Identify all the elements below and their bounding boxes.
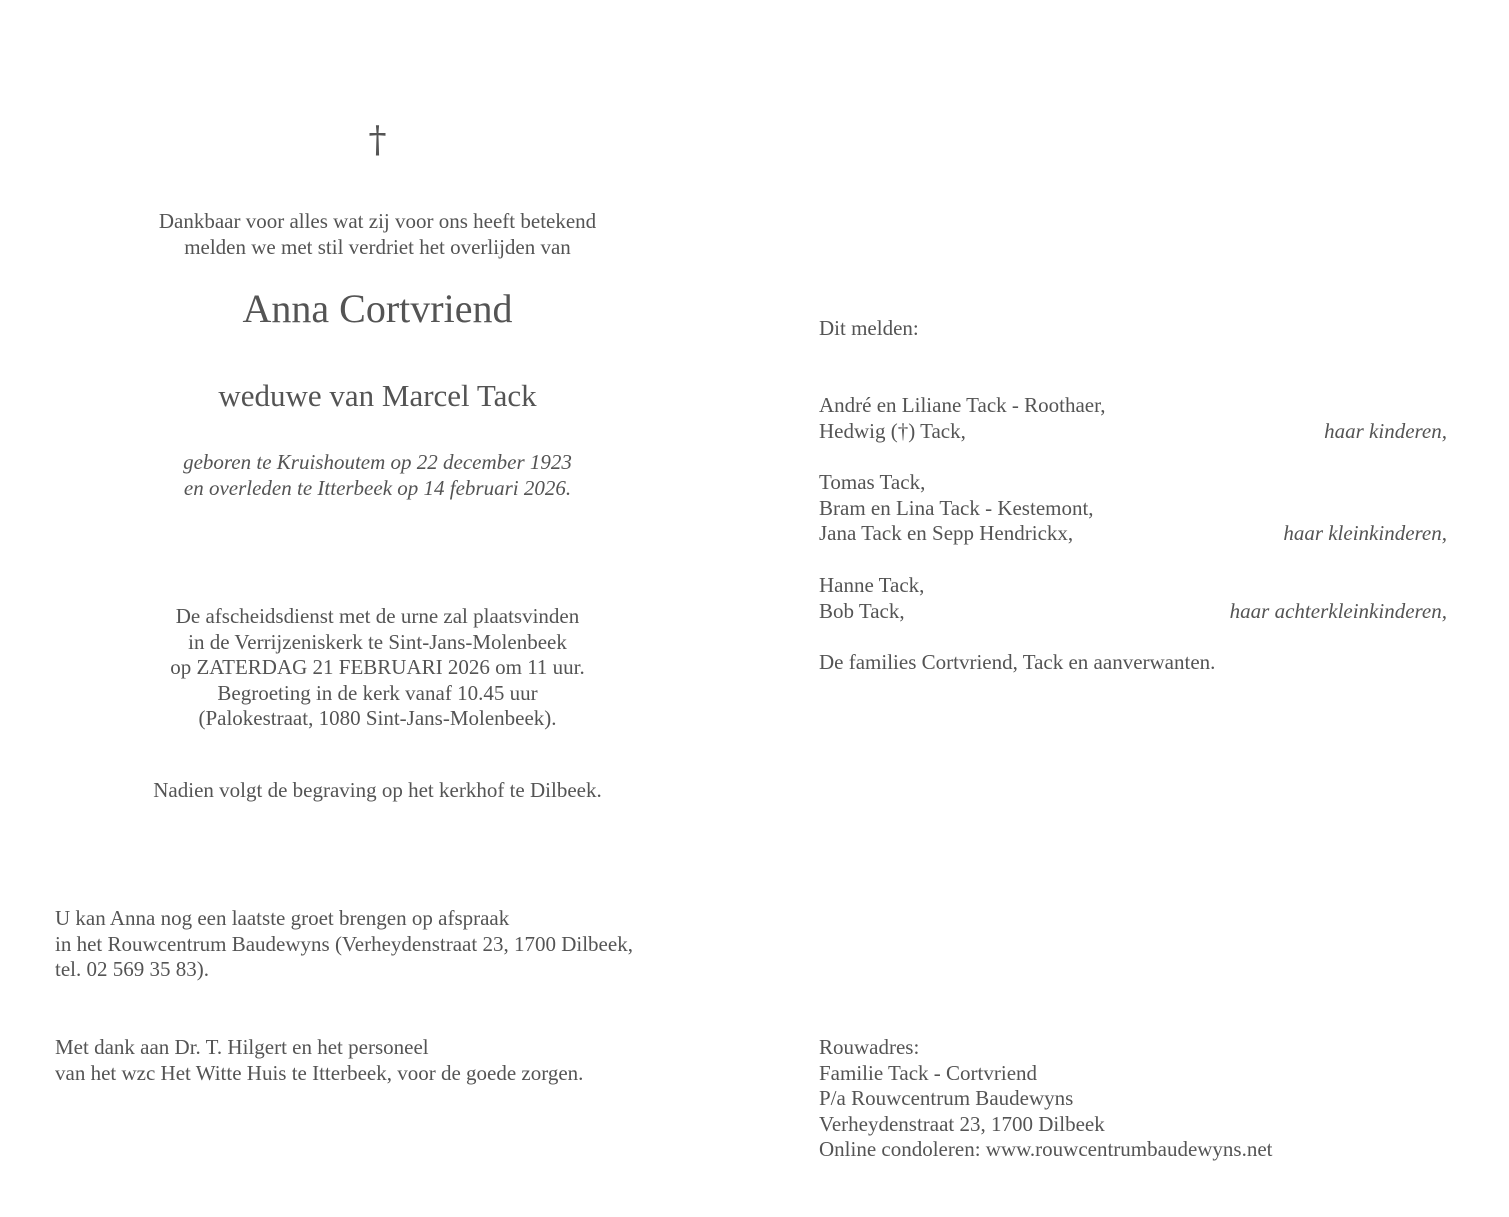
thanks-line-1: Met dank aan Dr. T. Hilgert en het personeel	[55, 1035, 429, 1059]
family-row	[819, 521, 1447, 547]
death-line: en overleden te Itterbeek op 14 februari 2026.	[183, 475, 572, 500]
family-name: André en Liliane Tack - Roothaer,	[819, 393, 1106, 417]
family-name: Hanne Tack,	[819, 573, 925, 597]
condolence-website[interactable]: Online condoleren: www.rouwcentrumbaudewyns.net	[819, 1137, 1273, 1161]
service-line-4: Begroeting in de kerk vanaf 10.45 uur	[217, 680, 538, 705]
thanks-info	[55, 1035, 755, 1086]
intro-line-2: melden we met stil verdriet het overlijden van	[184, 234, 571, 259]
widow-of: weduwe van Marcel Tack	[218, 378, 537, 413]
family-name: Bob Tack,	[819, 598, 905, 623]
cross-symbol: †	[368, 120, 387, 161]
mourning-address-line-3: Verheydenstraat 23, 1700 Dilbeek	[819, 1111, 1105, 1136]
thanks-line-2: van het wzc Het Witte Huis te Itterbeek, voor de goede zorgen.	[55, 1060, 584, 1085]
intro-text	[55, 209, 700, 260]
visit-line-2: in het Rouwcentrum Baudewyns (Verheydenstraat 23, 1700 Dilbeek,	[55, 931, 633, 956]
service-line-3: op ZATERDAG 21 FEBRUARI 2026 om 11 uur.	[170, 655, 585, 679]
family-name: Hedwig (†) Tack,	[819, 418, 966, 443]
announcers-heading: Dit melden:	[819, 316, 919, 340]
family-name: Jana Tack en Sepp Hendrickx,	[819, 521, 1074, 545]
grandchildren-group	[819, 470, 1447, 547]
family-row	[819, 573, 1447, 599]
service-info	[55, 604, 700, 732]
visit-line-1: U kan Anna nog een laatste groet brengen op afspraak	[55, 906, 510, 930]
birth-death-dates	[55, 450, 700, 501]
service-line-1: De afscheidsdienst met de urne zal plaatsvinden	[175, 604, 580, 628]
family-name: Bram en Lina Tack - Kestemont,	[819, 495, 1094, 520]
relation-label: haar kinderen,	[1324, 418, 1447, 443]
deceased-name: Anna Cortvriend	[242, 286, 513, 331]
family-row	[819, 419, 1447, 445]
great-grandchildren-group	[819, 573, 1447, 624]
children-group	[819, 393, 1447, 444]
birth-line: geboren te Kruishoutem op 22 december 1923	[183, 450, 572, 474]
family-row	[819, 470, 1447, 496]
families-line: De families Cortvriend, Tack en aanverwanten.	[819, 650, 1216, 674]
burial-info: Nadien volgt de begraving op het kerkhof te Dilbeek.	[153, 778, 602, 802]
intro-line-1: Dankbaar voor alles wat zij voor ons heeft betekend	[158, 209, 597, 233]
mourning-address-heading: Rouwadres:	[819, 1035, 920, 1059]
visit-info	[55, 906, 755, 983]
mourning-address-line-2: P/a Rouwcentrum Baudewyns	[819, 1086, 1074, 1110]
visit-line-3: tel. 02 569 35 83).	[55, 957, 209, 981]
family-row	[819, 393, 1447, 419]
relation-label: haar achterkleinkinderen,	[1229, 598, 1447, 623]
service-line-2: in de Verrijzeniskerk te Sint-Jans-Molenbeek	[188, 629, 567, 654]
mourning-address	[819, 1035, 1447, 1163]
relation-label: haar kleinkinderen,	[1283, 521, 1447, 545]
family-row	[819, 496, 1447, 522]
mourning-address-line-1: Familie Tack - Cortvriend	[819, 1060, 1038, 1085]
family-name: Tomas Tack,	[819, 470, 926, 494]
family-row	[819, 599, 1447, 625]
service-line-5: (Palokestraat, 1080 Sint-Jans-Molenbeek).	[198, 706, 557, 730]
